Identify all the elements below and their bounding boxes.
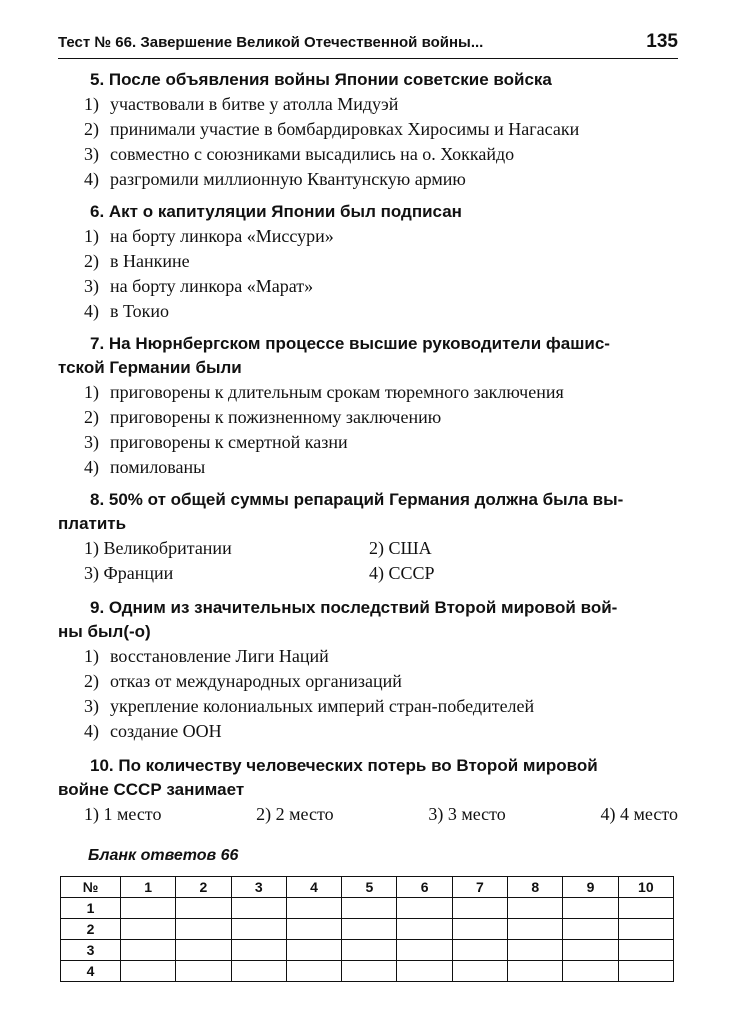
answer-cell xyxy=(176,898,231,919)
question-7 xyxy=(58,332,682,480)
answer-table-header-cell: 4 xyxy=(286,877,341,898)
question-text-line1: 9. Одним из значительных последствий Второй мировой вой- xyxy=(90,598,618,617)
answer-cell xyxy=(231,919,286,940)
options-row xyxy=(58,536,682,561)
option: 2) 2 место xyxy=(256,804,334,824)
option: 1) Великобритании xyxy=(84,538,232,558)
answer-row-label: 4 xyxy=(61,961,121,982)
answer-cell xyxy=(563,940,618,961)
option: 4) в Токио xyxy=(84,301,170,321)
answer-cell xyxy=(452,961,507,982)
answer-form-title: Бланк ответов 66 xyxy=(88,847,239,864)
answer-table-header-number: № xyxy=(61,877,121,898)
answer-cell xyxy=(121,898,176,919)
option: 4) создание ООН xyxy=(84,721,222,741)
answer-cell xyxy=(342,940,397,961)
answer-cell xyxy=(508,961,563,982)
question-text-line2: войне СССР занимает xyxy=(58,780,245,799)
answer-cell xyxy=(397,940,452,961)
answer-cell xyxy=(397,898,452,919)
question-text-line2: платить xyxy=(58,514,127,533)
answer-cell xyxy=(176,919,231,940)
answer-table-header-cell: 3 xyxy=(231,877,286,898)
option: 3) укрепление колониальных империй стран-победителей xyxy=(84,696,535,716)
answer-cell xyxy=(121,961,176,982)
option: 4) СССР xyxy=(369,563,435,583)
answer-cell xyxy=(452,940,507,961)
answer-cell xyxy=(121,919,176,940)
answer-table-row xyxy=(61,919,674,940)
answer-table-header-cell: 8 xyxy=(508,877,563,898)
option: 4) 4 место xyxy=(600,804,678,824)
answer-cell xyxy=(618,940,673,961)
answer-cell xyxy=(452,919,507,940)
running-header xyxy=(58,30,678,59)
option: 3) на борту линкора «Марат» xyxy=(84,276,314,296)
option: 2) отказ от международных организаций xyxy=(84,671,402,691)
answer-cell xyxy=(563,898,618,919)
option: 2) США xyxy=(369,538,432,558)
answer-cell xyxy=(286,940,341,961)
answer-cell xyxy=(397,961,452,982)
answer-cell xyxy=(508,898,563,919)
question-text-line1: 8. 50% от общей суммы репараций Германия должна была вы- xyxy=(90,490,624,509)
option: 4) помилованы xyxy=(84,457,206,477)
answer-cell xyxy=(342,961,397,982)
options-row xyxy=(58,561,682,586)
question-9 xyxy=(58,596,682,744)
answer-row-label: 1 xyxy=(61,898,121,919)
answer-cell xyxy=(286,961,341,982)
option: 3) 3 место xyxy=(428,804,506,824)
option: 1) участвовали в битве у атолла Мидуэй xyxy=(84,94,399,114)
option: 3) совместно с союзниками высадились на о. Хоккайдо xyxy=(84,144,515,164)
answer-table xyxy=(60,876,674,982)
answer-cell xyxy=(286,898,341,919)
option: 1) приговорены к длительным срокам тюремного заключения xyxy=(84,382,564,402)
answer-table-header-row xyxy=(61,877,674,898)
answer-cell xyxy=(618,919,673,940)
answer-cell xyxy=(618,961,673,982)
answer-cell xyxy=(618,898,673,919)
option: 2) в Нанкине xyxy=(84,251,190,271)
answer-table-row xyxy=(61,898,674,919)
answer-table-header-cell: 2 xyxy=(176,877,231,898)
answer-table-header-cell: 10 xyxy=(618,877,673,898)
answer-table-row xyxy=(61,940,674,961)
option: 4) разгромили миллионную Квантунскую армию xyxy=(84,169,466,189)
question-text-line1: 7. На Нюрнбергском процессе высшие руководители фашис- xyxy=(90,334,610,353)
question-text-line2: ны был(-о) xyxy=(58,622,151,641)
option: 3) приговорены к смертной казни xyxy=(84,432,348,452)
answer-cell xyxy=(286,919,341,940)
option: 1) восстановление Лиги Наций xyxy=(84,646,329,666)
answer-row-label: 3 xyxy=(61,940,121,961)
question-5 xyxy=(58,68,682,192)
question-text: 5. После объявления войны Японии советские войска xyxy=(90,70,552,89)
option: 2) приговорены к пожизненному заключению xyxy=(84,407,442,427)
question-10 xyxy=(58,754,682,827)
option: 1) на борту линкора «Миссури» xyxy=(84,226,334,246)
answer-row-label: 2 xyxy=(61,919,121,940)
option: 2) принимали участие в бомбардировках Хиросимы и Нагасаки xyxy=(84,119,580,139)
answer-cell xyxy=(563,961,618,982)
option: 1) 1 место xyxy=(84,804,162,824)
answer-cell xyxy=(452,898,507,919)
answer-cell xyxy=(563,919,618,940)
answer-table-header-cell: 5 xyxy=(342,877,397,898)
answer-cell xyxy=(342,898,397,919)
options-row xyxy=(58,802,678,827)
answer-table-header-cell: 9 xyxy=(563,877,618,898)
answer-cell xyxy=(231,961,286,982)
page-number: 135 xyxy=(646,31,678,52)
question-text-line1: 10. По количеству человеческих потерь во Второй мировой xyxy=(90,756,598,775)
answer-cell xyxy=(231,940,286,961)
answer-table-row xyxy=(61,961,674,982)
answer-cell xyxy=(508,940,563,961)
answer-cell xyxy=(176,961,231,982)
answer-cell xyxy=(342,919,397,940)
option: 3) Франции xyxy=(84,563,174,583)
question-text: 6. Акт о капитуляции Японии был подписан xyxy=(90,202,462,221)
question-8 xyxy=(58,488,682,586)
answer-table-header-cell: 1 xyxy=(121,877,176,898)
answer-cell xyxy=(231,898,286,919)
answer-table-header-cell: 6 xyxy=(397,877,452,898)
question-6 xyxy=(58,200,682,324)
answer-cell xyxy=(508,919,563,940)
header-title: Тест № 66. Завершение Великой Отечественной войны... xyxy=(58,34,484,51)
answer-cell xyxy=(176,940,231,961)
answer-cell xyxy=(121,940,176,961)
answer-cell xyxy=(397,919,452,940)
answer-table-header-cell: 7 xyxy=(452,877,507,898)
question-text-line2: тской Германии были xyxy=(58,358,242,377)
